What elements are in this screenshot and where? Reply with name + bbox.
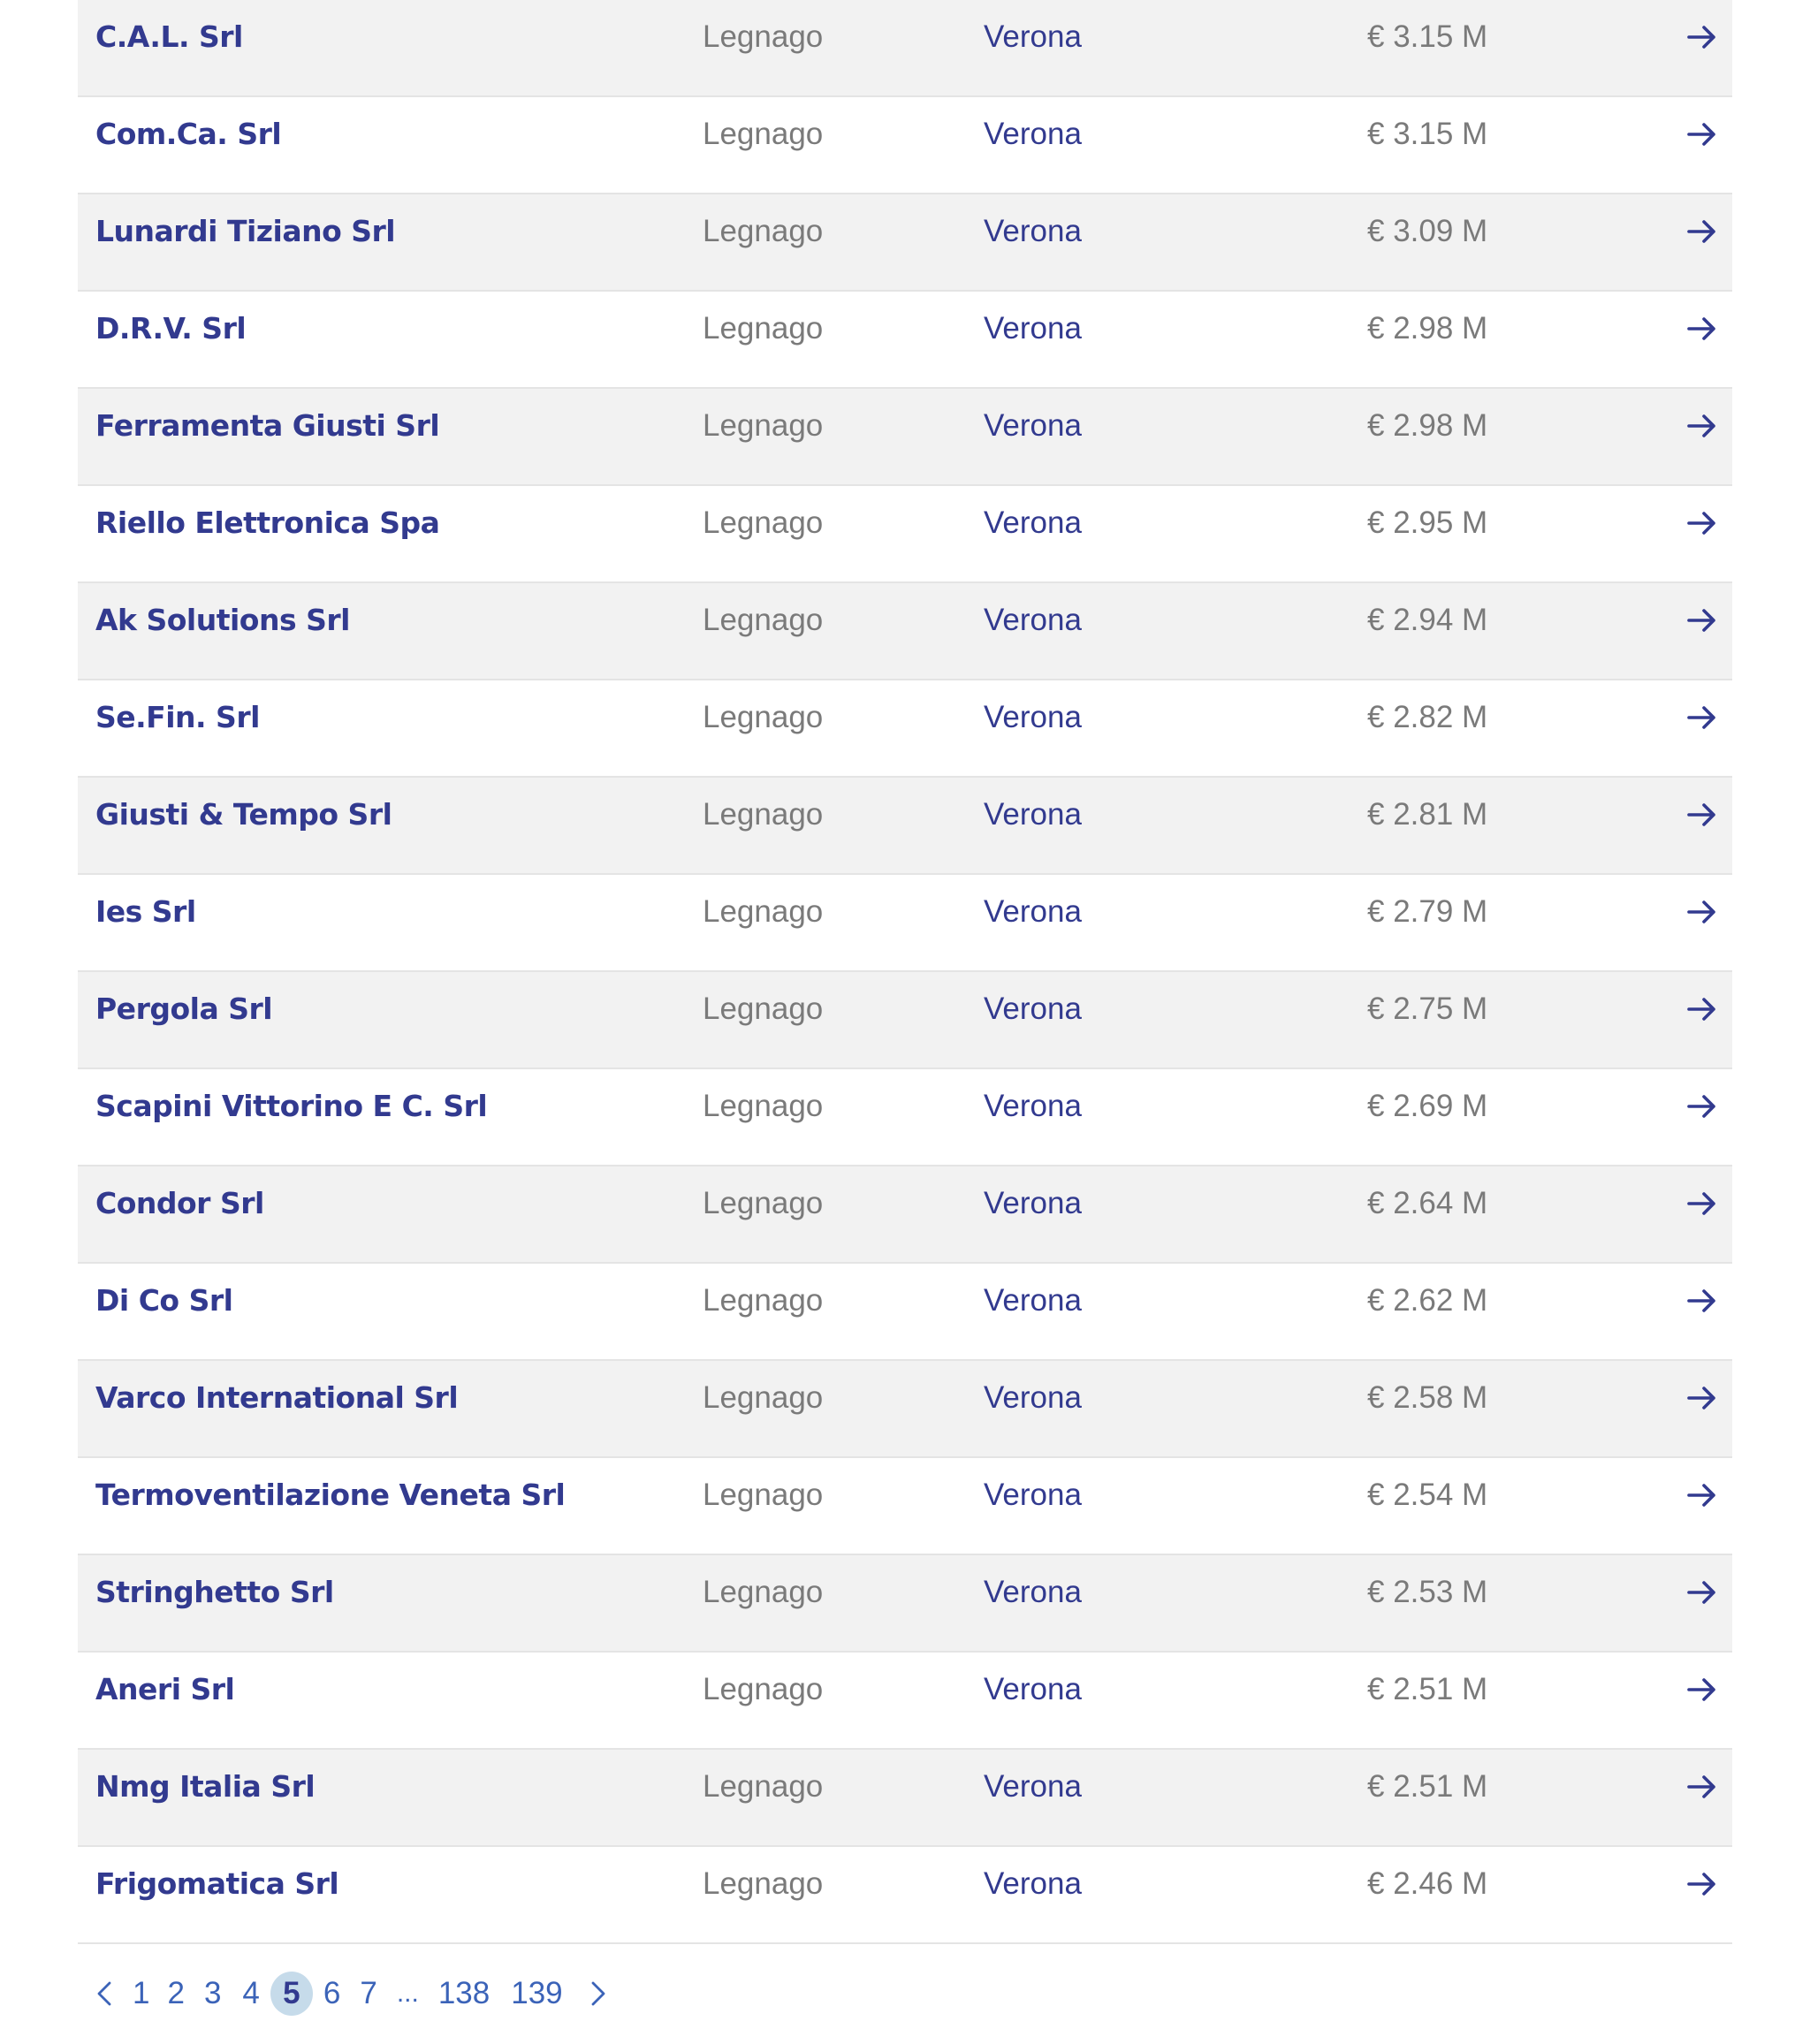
page-link-6[interactable]: 6 xyxy=(323,1976,341,2010)
province-cell: Verona xyxy=(984,1380,1082,1415)
province-cell: Verona xyxy=(984,603,1082,637)
province-cell: Verona xyxy=(984,1769,1082,1804)
province-cell: Verona xyxy=(984,1866,1082,1901)
page-ellipsis: ... xyxy=(396,1979,419,2008)
arrow-right-icon[interactable] xyxy=(1685,1361,1720,1435)
revenue-cell: € 2.64 M xyxy=(1367,1186,1488,1220)
company-name-link[interactable]: C.A.L. Srl xyxy=(95,19,243,54)
company-name-link[interactable]: Stringhetto Srl xyxy=(95,1575,334,1609)
revenue-cell: € 3.15 M xyxy=(1367,19,1488,54)
revenue-cell: € 2.95 M xyxy=(1367,505,1488,540)
table-row xyxy=(78,1653,1732,1750)
page-link-3[interactable]: 3 xyxy=(203,1976,222,2010)
table-row xyxy=(78,486,1732,583)
province-cell: Verona xyxy=(984,1672,1082,1706)
arrow-right-icon[interactable] xyxy=(1685,1264,1720,1338)
province-cell: Verona xyxy=(984,1186,1082,1220)
province-cell: Verona xyxy=(984,19,1082,54)
company-name-link[interactable]: Scapini Vittorino E C. Srl xyxy=(95,1089,488,1123)
revenue-cell: € 2.75 M xyxy=(1367,992,1488,1026)
revenue-cell: € 2.46 M xyxy=(1367,1866,1488,1901)
table-row xyxy=(78,1750,1732,1847)
arrow-right-icon[interactable] xyxy=(1685,972,1720,1046)
revenue-cell: € 2.53 M xyxy=(1367,1575,1488,1609)
page-link-138[interactable]: 138 xyxy=(437,1976,491,2010)
company-table xyxy=(78,0,1732,1944)
arrow-right-icon[interactable] xyxy=(1685,194,1720,269)
table-row xyxy=(78,1847,1732,1944)
city-cell: Legnago xyxy=(703,1186,824,1220)
table-row xyxy=(78,1264,1732,1361)
arrow-right-icon[interactable] xyxy=(1685,486,1720,560)
revenue-cell: € 2.62 M xyxy=(1367,1283,1488,1318)
province-cell: Verona xyxy=(984,894,1082,929)
company-name-link[interactable]: Nmg Italia Srl xyxy=(95,1769,316,1804)
table-row xyxy=(78,389,1732,486)
table-row xyxy=(78,778,1732,875)
table-row xyxy=(78,1166,1732,1264)
page-link-7[interactable]: 7 xyxy=(360,1976,377,2010)
company-name-link[interactable]: Aneri Srl xyxy=(95,1672,235,1706)
city-cell: Legnago xyxy=(703,1866,824,1901)
arrow-right-icon[interactable] xyxy=(1685,1750,1720,1824)
arrow-right-icon[interactable] xyxy=(1685,1166,1720,1241)
table-row xyxy=(78,97,1732,194)
province-cell: Verona xyxy=(984,1283,1082,1318)
arrow-right-icon[interactable] xyxy=(1685,583,1720,657)
city-cell: Legnago xyxy=(703,797,824,832)
company-name-link[interactable]: Ies Srl xyxy=(95,894,196,929)
page-link-2[interactable]: 2 xyxy=(167,1976,185,2010)
revenue-cell: € 2.54 M xyxy=(1367,1478,1488,1512)
city-cell: Legnago xyxy=(703,408,824,443)
revenue-cell: € 2.51 M xyxy=(1367,1672,1488,1706)
province-cell: Verona xyxy=(984,1089,1082,1123)
arrow-right-icon[interactable] xyxy=(1685,0,1720,74)
page-link-4[interactable]: 4 xyxy=(242,1976,260,2010)
page-link-current[interactable]: 5 xyxy=(270,1972,313,2016)
city-cell: Legnago xyxy=(703,19,824,54)
city-cell: Legnago xyxy=(703,1478,824,1512)
company-name-link[interactable]: Varco International Srl xyxy=(95,1380,459,1415)
province-cell: Verona xyxy=(984,992,1082,1026)
company-name-link[interactable]: Riello Elettronica Spa xyxy=(95,505,440,540)
company-name-link[interactable]: Se.Fin. Srl xyxy=(95,700,260,734)
table-row xyxy=(78,680,1732,778)
table-row xyxy=(78,583,1732,680)
province-cell: Verona xyxy=(984,408,1082,443)
arrow-right-icon[interactable] xyxy=(1685,1069,1720,1144)
city-cell: Legnago xyxy=(703,311,824,346)
revenue-cell: € 2.98 M xyxy=(1367,408,1488,443)
revenue-cell: € 2.81 M xyxy=(1367,797,1488,832)
chevron-left-icon[interactable] xyxy=(92,1972,117,2016)
province-cell: Verona xyxy=(984,214,1082,248)
province-cell: Verona xyxy=(984,505,1082,540)
company-name-link[interactable]: Di Co Srl xyxy=(95,1283,233,1318)
arrow-right-icon[interactable] xyxy=(1685,1653,1720,1727)
company-name-link[interactable]: Com.Ca. Srl xyxy=(95,117,282,151)
province-cell: Verona xyxy=(984,1575,1082,1609)
company-name-link[interactable]: Pergola Srl xyxy=(95,992,273,1026)
revenue-cell: € 2.58 M xyxy=(1367,1380,1488,1415)
pagination xyxy=(92,1969,611,2018)
province-cell: Verona xyxy=(984,1478,1082,1512)
revenue-cell: € 2.51 M xyxy=(1367,1769,1488,1804)
arrow-right-icon[interactable] xyxy=(1685,97,1720,171)
city-cell: Legnago xyxy=(703,117,824,151)
city-cell: Legnago xyxy=(703,1089,824,1123)
table-row xyxy=(78,1069,1732,1166)
company-name-link[interactable]: Giusti & Tempo Srl xyxy=(95,797,392,832)
province-cell: Verona xyxy=(984,700,1082,734)
company-name-link[interactable]: Lunardi Tiziano Srl xyxy=(95,214,396,248)
revenue-cell: € 3.09 M xyxy=(1367,214,1488,248)
table-row xyxy=(78,194,1732,292)
page-link-1[interactable]: 1 xyxy=(133,1976,150,2010)
company-name-link[interactable]: Ak Solutions Srl xyxy=(95,603,350,637)
revenue-cell: € 2.79 M xyxy=(1367,894,1488,929)
city-cell: Legnago xyxy=(703,894,824,929)
arrow-right-icon[interactable] xyxy=(1685,292,1720,366)
province-cell: Verona xyxy=(984,117,1082,151)
city-cell: Legnago xyxy=(703,603,824,637)
city-cell: Legnago xyxy=(703,700,824,734)
arrow-right-icon[interactable] xyxy=(1685,1458,1720,1532)
company-name-link[interactable]: Termoventilazione Veneta Srl xyxy=(95,1478,566,1512)
table-row xyxy=(78,875,1732,972)
city-cell: Legnago xyxy=(703,992,824,1026)
company-name-link[interactable]: D.R.V. Srl xyxy=(95,311,247,346)
city-cell: Legnago xyxy=(703,1672,824,1706)
city-cell: Legnago xyxy=(703,1575,824,1609)
table-row xyxy=(78,1555,1732,1653)
revenue-cell: € 2.94 M xyxy=(1367,603,1488,637)
table-row xyxy=(78,1458,1732,1555)
page-link-139[interactable]: 139 xyxy=(511,1976,563,2010)
city-cell: Legnago xyxy=(703,1380,824,1415)
table-row xyxy=(78,1361,1732,1458)
arrow-right-icon[interactable] xyxy=(1685,778,1720,852)
city-cell: Legnago xyxy=(703,1769,824,1804)
revenue-cell: € 2.69 M xyxy=(1367,1089,1488,1123)
revenue-cell: € 3.15 M xyxy=(1367,117,1488,151)
revenue-cell: € 2.98 M xyxy=(1367,311,1488,346)
city-cell: Legnago xyxy=(703,505,824,540)
company-name-link[interactable]: Frigomatica Srl xyxy=(95,1866,339,1901)
company-name-link[interactable]: Condor Srl xyxy=(95,1186,264,1220)
province-cell: Verona xyxy=(984,797,1082,832)
company-name-link[interactable]: Ferramenta Giusti Srl xyxy=(95,408,440,443)
table-row xyxy=(78,0,1732,97)
table-row xyxy=(78,292,1732,389)
chevron-right-icon[interactable] xyxy=(586,1972,611,2016)
arrow-right-icon[interactable] xyxy=(1685,1847,1720,1921)
city-cell: Legnago xyxy=(703,1283,824,1318)
arrow-right-icon[interactable] xyxy=(1685,875,1720,949)
arrow-right-icon[interactable] xyxy=(1685,680,1720,755)
arrow-right-icon[interactable] xyxy=(1685,389,1720,463)
revenue-cell: € 2.82 M xyxy=(1367,700,1488,734)
city-cell: Legnago xyxy=(703,214,824,248)
table-row xyxy=(78,972,1732,1069)
province-cell: Verona xyxy=(984,311,1082,346)
arrow-right-icon[interactable] xyxy=(1685,1555,1720,1630)
